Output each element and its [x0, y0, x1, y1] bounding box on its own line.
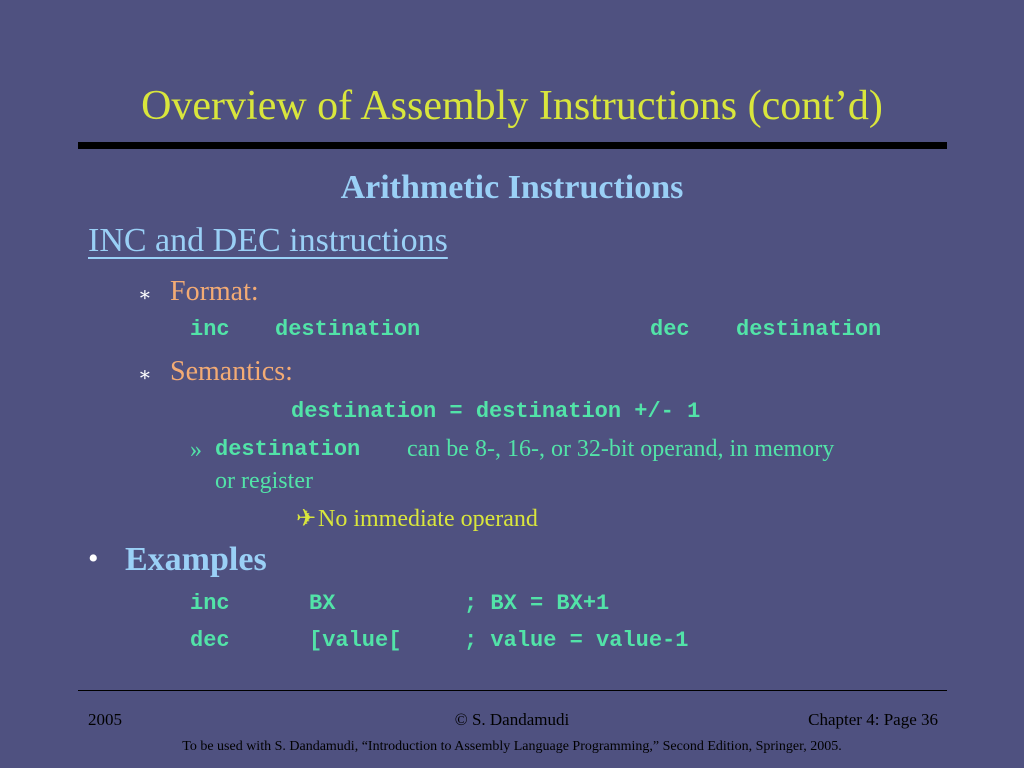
example-row-2-operand: [value[ — [309, 628, 402, 653]
format-dec-op: dec — [650, 317, 690, 342]
slide-subtitle: Arithmetic Instructions — [340, 169, 684, 206]
footer-usage-note: To be used with S. Dandamudi, “Introduction to Assembly Language Programming,” Second Edition, Springer, 2005. — [182, 739, 842, 754]
footer-author: © S. Dandamudi — [454, 710, 570, 729]
slide-title: Overview of Assembly Instructions (cont’d) — [141, 83, 883, 129]
format-bullet-icon: ∗ — [138, 284, 152, 306]
example-row-1-op: inc — [190, 591, 230, 616]
semantics-bullet-icon: ∗ — [138, 364, 152, 386]
footer-page: Chapter 4: Page 36 — [808, 710, 938, 729]
semantics-code: destination = destination +/- 1 — [291, 399, 701, 424]
format-inc-op: inc — [190, 317, 230, 342]
sub-bullet-text-line2: or register — [215, 468, 313, 494]
no-immediate-note: No immediate operand — [318, 506, 538, 532]
format-label: Format: — [170, 276, 259, 307]
footer-year: 2005 — [88, 710, 122, 729]
semantics-label: Semantics: — [170, 356, 293, 387]
examples-label: Examples — [125, 541, 267, 578]
example-row-1-operand: BX — [309, 591, 336, 616]
footer-divider — [78, 690, 947, 691]
inc-dec-heading-link[interactable]: INC and DEC instructions — [88, 222, 448, 259]
examples-bullet-icon: • — [88, 542, 99, 575]
sub-bullet-text-line1: can be 8-, 16-, or 32-bit operand, in memory — [407, 436, 835, 462]
example-row-2-op: dec — [190, 628, 230, 653]
sub-bullet-icon: » — [190, 437, 202, 463]
format-dec-arg: destination — [736, 317, 882, 342]
title-divider — [78, 142, 947, 149]
format-inc-arg: destination — [275, 317, 421, 342]
example-row-1-comment: ; BX = BX+1 — [464, 591, 610, 616]
airplane-icon: ✈ — [296, 506, 317, 532]
sub-bullet-code: destination — [215, 437, 361, 462]
example-row-2-comment: ; value = value-1 — [464, 628, 689, 653]
